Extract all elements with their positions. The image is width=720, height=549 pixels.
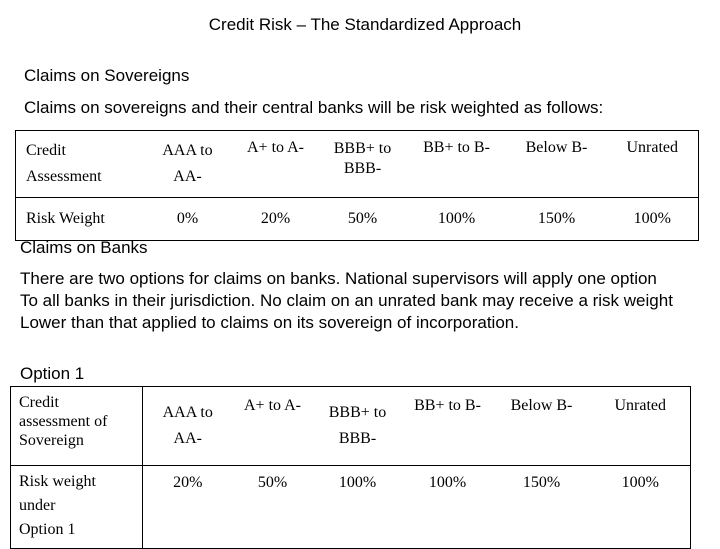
col-header-aaa-to-aa: AAA to AA- [143,131,233,198]
table-cell: 20% [233,198,319,241]
row-label-credit-assessment-of-sovereign: Credit assessment of Sovereign [11,387,143,466]
sovereigns-heading: Claims on Sovereigns [24,66,190,85]
col-header-below-b-minus: Below B- [507,131,607,198]
sovereigns-intro: Claims on sovereigns and their central banks will be risk weighted as follows: [24,98,604,117]
table-header-row [11,387,691,466]
banks-body-line: To all banks in their jurisdiction. No claim on an unrated bank may receive a risk weight [20,291,673,310]
table-cell: 100% [607,198,699,241]
table-cell: 100% [591,466,691,549]
col-header-bbb-plus-to-bbb-minus: BBB+ to BBB- [319,131,407,198]
col-header-aaa-to-aa: AAA to AA- [143,387,233,466]
table-cell: 100% [313,466,403,549]
banks-body-line: Lower than that applied to claims on its sovereign of incorporation. [20,313,519,332]
table-cell: 150% [507,198,607,241]
table-cell: 0% [143,198,233,241]
col-header-a-plus-to-a-minus: A+ to A- [233,131,319,198]
table-row [11,466,691,549]
banks-body-line: There are two options for claims on banks. National supervisors will apply one option [20,269,657,288]
table-cell: 150% [493,466,591,549]
banks-body [20,268,673,334]
option1-heading: Option 1 [20,364,85,383]
table-cell: 100% [403,466,493,549]
col-header-bbb-plus-to-bbb-minus: BBB+ to BBB- [313,387,403,466]
table-cell: 100% [407,198,507,241]
table-cell: 20% [143,466,233,549]
col-header-bb-plus-to-b-minus: BB+ to B- [407,131,507,198]
col-header-unrated: Unrated [591,387,691,466]
option1-risk-weight-table [10,386,691,549]
banks-heading: Claims on Banks [20,238,148,257]
col-header-bb-plus-to-b-minus: BB+ to B- [403,387,493,466]
table-cell: 50% [319,198,407,241]
row-label-risk-weight: Risk Weight [16,198,143,241]
slide-title: Credit Risk – The Standardized Approach [208,15,522,34]
col-header-unrated: Unrated [607,131,699,198]
sovereign-risk-weight-table [15,130,699,241]
table-cell: 50% [233,466,313,549]
row-label-credit-assessment: Credit Assessment [16,131,143,198]
col-header-a-plus-to-a-minus: A+ to A- [233,387,313,466]
table-header-row [16,131,699,198]
row-label-risk-weight-under-option-1: Risk weight under Option 1 [11,466,143,549]
table-row [16,198,699,241]
col-header-below-b-minus: Below B- [493,387,591,466]
